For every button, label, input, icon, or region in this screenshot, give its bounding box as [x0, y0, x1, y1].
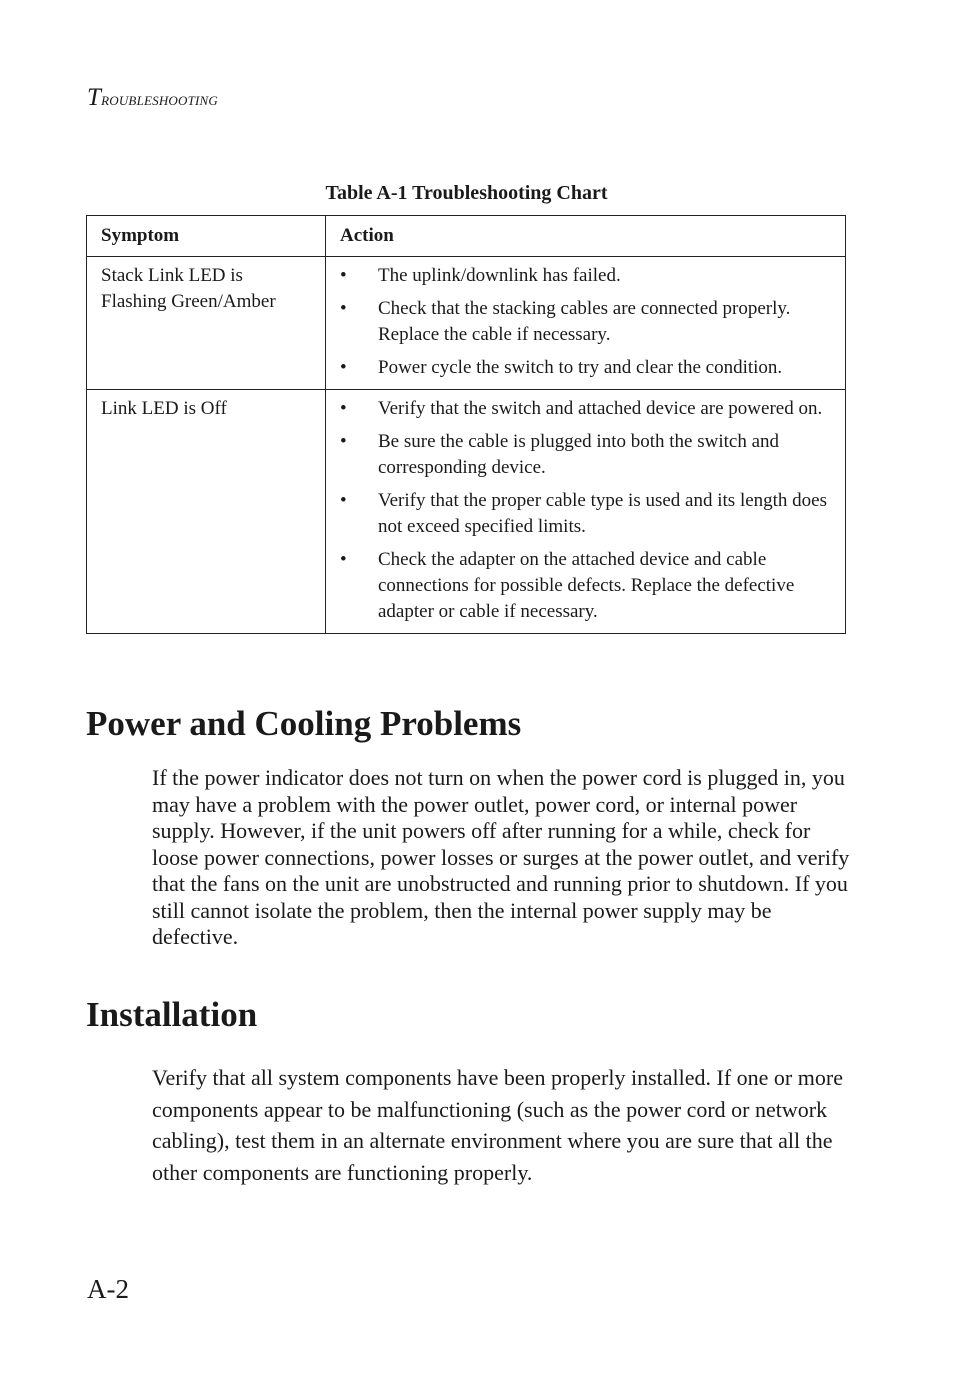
bullet-icon: •	[340, 490, 347, 511]
action-item	[340, 488, 831, 540]
action-text: The uplink/downlink has failed.	[378, 265, 621, 286]
action-item	[340, 355, 831, 381]
action-text: Check that the stacking cables are connected properly. Replace the cable if necessary.	[378, 298, 791, 345]
bullet-icon: •	[340, 549, 347, 570]
column-header-symptom: Symptom	[87, 216, 326, 257]
section-body-installation: Verify that all system components have been properly installed. If one or more components appear to be malfunctioning (such as the power cord or network cabling), test them in an alternate environment where you are sure that all the other components are functioning properly.	[152, 1065, 843, 1185]
bullet-icon: •	[340, 357, 347, 378]
running-head-initial: T	[87, 84, 102, 111]
action-item	[340, 429, 831, 481]
action-item	[340, 263, 831, 289]
bullet-icon: •	[340, 431, 347, 452]
troubleshooting-table	[86, 215, 846, 634]
symptom-cell: Link LED is Off	[87, 390, 326, 634]
action-list	[340, 396, 831, 625]
page-number: A-2	[87, 1274, 129, 1304]
running-head-rest: roubleshooting	[101, 89, 219, 110]
action-text: Verify that the proper cable type is used and its length does not exceed specified limits.	[378, 490, 828, 537]
section-body-power-cooling: If the power indicator does not turn on when the power cord is plugged in, you may have a problem with the power outlet, power cord, or internal power supply. However, if the unit powers off after running for a while, check for loose power connections, power losses or surges at the power outlet, and verify that the fans on the unit are unobstructed and running prior to shutdown. If you still cannot isolate the problem, then the internal power supply may be defective.	[152, 765, 850, 949]
action-item	[340, 296, 831, 348]
action-text: Be sure the cable is plugged into both the switch and corresponding device.	[378, 431, 780, 478]
table-header-row	[87, 216, 846, 257]
bullet-icon: •	[340, 398, 347, 419]
bullet-icon: •	[340, 265, 347, 286]
table-row	[87, 257, 846, 390]
action-text: Check the adapter on the attached device and cable connections for possible defects. Replace the defective adapter or cable if necessary.	[378, 549, 795, 622]
action-list	[340, 263, 831, 381]
action-cell	[326, 390, 846, 634]
running-head	[87, 84, 218, 114]
symptom-cell: Stack Link LED is Flashing Green/Amber	[87, 257, 326, 390]
column-header-action: Action	[326, 216, 846, 257]
table-caption: Table A-1 Troubleshooting Chart	[325, 182, 608, 204]
action-item	[340, 396, 831, 422]
section-heading-installation: Installation	[86, 995, 258, 1034]
table-row	[87, 390, 846, 634]
action-text: Verify that the switch and attached device are powered on.	[378, 398, 823, 419]
action-item	[340, 547, 831, 625]
section-heading-power-cooling: Power and Cooling Problems	[86, 704, 522, 743]
bullet-icon: •	[340, 298, 347, 319]
action-text: Power cycle the switch to try and clear the condition.	[378, 357, 783, 378]
action-cell	[326, 257, 846, 390]
